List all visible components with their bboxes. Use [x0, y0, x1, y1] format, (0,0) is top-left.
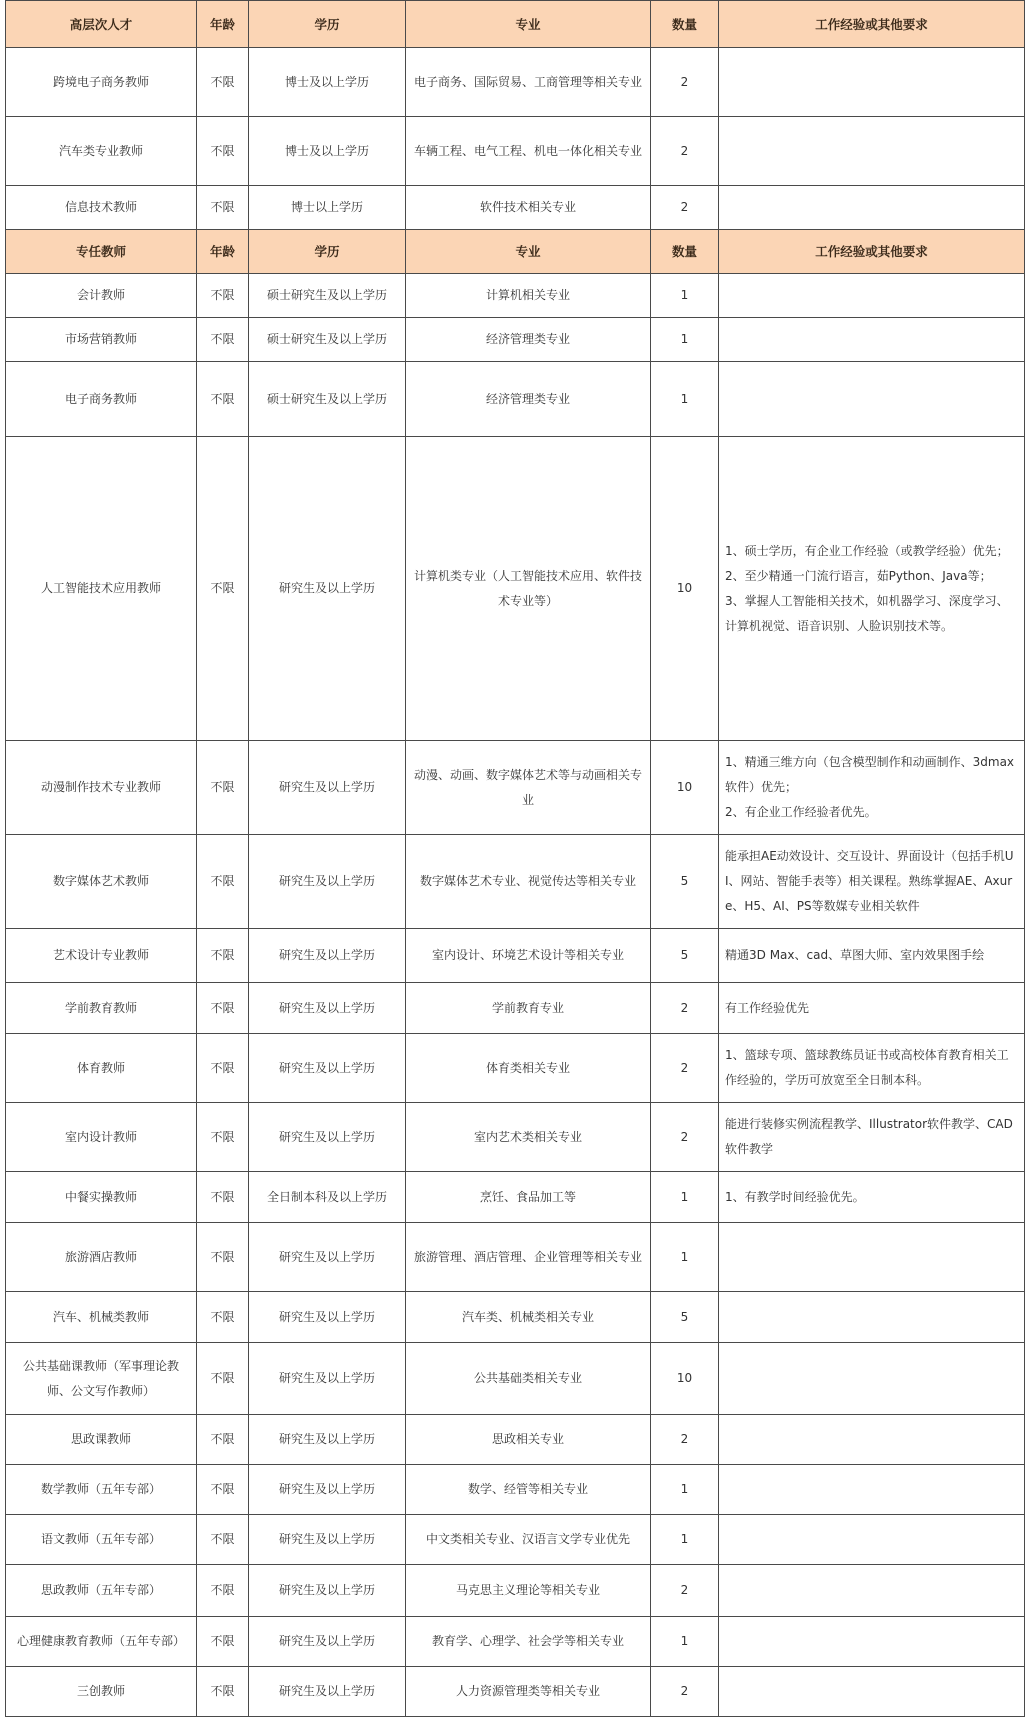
position-cell: 数字媒体艺术教师: [6, 835, 197, 929]
age-cell: 不限: [197, 274, 249, 318]
age-cell: 不限: [197, 1667, 249, 1717]
age-cell: 不限: [197, 1292, 249, 1343]
table-row: [6, 1034, 1025, 1103]
count-cell: 5: [651, 835, 719, 929]
count-cell: 1: [651, 274, 719, 318]
column-header-count: 数量: [651, 1, 719, 48]
table-header-row: [6, 1, 1025, 48]
table-body: [6, 1, 1025, 1717]
position-cell: 数学教师（五年专部）: [6, 1465, 197, 1515]
requirement-line: 精通3D Max、cad、草图大师、室内效果图手绘: [725, 948, 985, 962]
count-cell: 5: [651, 1292, 719, 1343]
position-cell: 电子商务教师: [6, 362, 197, 437]
table-row: [6, 48, 1025, 117]
table-row: [6, 741, 1025, 835]
education-cell: 研究生及以上学历: [249, 1034, 406, 1103]
education-cell: 博士及以上学历: [249, 117, 406, 186]
major-cell: 经济管理类专业: [406, 318, 651, 362]
age-cell: 不限: [197, 741, 249, 835]
position-cell: 汽车类专业教师: [6, 117, 197, 186]
requirement-line: 1、篮球专项、篮球教练员证书或高校体育教育相关工作经验的，学历可放宽至全日制本科。: [725, 1048, 1009, 1087]
major-cell: 计算机相关专业: [406, 274, 651, 318]
position-cell: 学前教育教师: [6, 983, 197, 1034]
requirements-cell: [719, 835, 1025, 929]
major-cell: 马克思主义理论等相关专业: [406, 1565, 651, 1617]
education-cell: 研究生及以上学历: [249, 1617, 406, 1667]
requirements-cell: [719, 983, 1025, 1034]
column-header-major: 专业: [406, 230, 651, 274]
age-cell: 不限: [197, 983, 249, 1034]
major-cell: 电子商务、国际贸易、工商管理等相关专业: [406, 48, 651, 117]
major-cell: 体育类相关专业: [406, 1034, 651, 1103]
requirements-cell: [719, 274, 1025, 318]
requirements-cell: [719, 1565, 1025, 1617]
major-cell: 室内设计、环境艺术设计等相关专业: [406, 929, 651, 983]
table-row: [6, 835, 1025, 929]
requirements-cell: [719, 1415, 1025, 1465]
age-cell: 不限: [197, 1223, 249, 1292]
major-cell: 数字媒体艺术专业、视觉传达等相关专业: [406, 835, 651, 929]
position-cell: 室内设计教师: [6, 1103, 197, 1172]
position-cell: 跨境电子商务教师: [6, 48, 197, 117]
table-row: [6, 1465, 1025, 1515]
requirement-line: 3、掌握人工智能相关技术，如机器学习、深度学习、计算机视觉、语音识别、人脸识别技术等。: [725, 593, 1009, 633]
table-row: [6, 929, 1025, 983]
requirements-cell: [719, 1515, 1025, 1565]
requirements-cell: [719, 1292, 1025, 1343]
section-header-label: 高层次人才: [6, 1, 197, 48]
education-cell: 研究生及以上学历: [249, 741, 406, 835]
age-cell: 不限: [197, 1415, 249, 1465]
position-cell: 思政课教师: [6, 1415, 197, 1465]
requirements-cell: [719, 362, 1025, 437]
requirements-cell: [719, 1343, 1025, 1415]
table-row: [6, 1343, 1025, 1415]
count-cell: 2: [651, 117, 719, 186]
age-cell: 不限: [197, 1343, 249, 1415]
count-cell: 10: [651, 741, 719, 835]
column-header-education: 学历: [249, 230, 406, 274]
education-cell: 研究生及以上学历: [249, 1515, 406, 1565]
education-cell: 博士及以上学历: [249, 48, 406, 117]
education-cell: 研究生及以上学历: [249, 1667, 406, 1717]
table-row: [6, 1515, 1025, 1565]
requirements-cell: [719, 929, 1025, 983]
column-header-requirements: 工作经验或其他要求: [719, 230, 1025, 274]
table-row: [6, 362, 1025, 437]
major-cell: 汽车类、机械类相关专业: [406, 1292, 651, 1343]
major-cell: 计算机类专业（人工智能技术应用、软件技术专业等）: [406, 437, 651, 741]
column-header-count: 数量: [651, 230, 719, 274]
education-cell: 博士以上学历: [249, 186, 406, 230]
position-cell: 公共基础课教师（军事理论教师、公文写作教师）: [6, 1343, 197, 1415]
count-cell: 1: [651, 1515, 719, 1565]
recruitment-table: [5, 0, 1025, 1717]
requirements-cell: [719, 741, 1025, 835]
major-cell: 室内艺术类相关专业: [406, 1103, 651, 1172]
table-row: [6, 186, 1025, 230]
education-cell: 研究生及以上学历: [249, 437, 406, 741]
age-cell: 不限: [197, 1172, 249, 1223]
column-header-education: 学历: [249, 1, 406, 48]
requirement-line: 能进行装修实例流程教学、Illustrator软件教学、CAD软件教学: [725, 1117, 1013, 1156]
age-cell: 不限: [197, 835, 249, 929]
education-cell: 研究生及以上学历: [249, 835, 406, 929]
position-cell: 人工智能技术应用教师: [6, 437, 197, 741]
count-cell: 2: [651, 1565, 719, 1617]
requirements-cell: [719, 1103, 1025, 1172]
major-cell: 旅游管理、酒店管理、企业管理等相关专业: [406, 1223, 651, 1292]
education-cell: 研究生及以上学历: [249, 1415, 406, 1465]
age-cell: 不限: [197, 1465, 249, 1515]
count-cell: 1: [651, 1223, 719, 1292]
count-cell: 1: [651, 1617, 719, 1667]
education-cell: 研究生及以上学历: [249, 929, 406, 983]
age-cell: 不限: [197, 117, 249, 186]
age-cell: 不限: [197, 1515, 249, 1565]
table-row: [6, 983, 1025, 1034]
position-cell: 市场营销教师: [6, 318, 197, 362]
requirement-line: 能承担AE动效设计、交互设计、界面设计（包括手机UI、网站、智能手表等）相关课程。熟练掌握AE、Axure、H5、AI、PS等数媒专业相关软件: [725, 849, 1014, 913]
column-header-major: 专业: [406, 1, 651, 48]
count-cell: 1: [651, 1465, 719, 1515]
education-cell: 研究生及以上学历: [249, 1465, 406, 1515]
requirement-line: 2、至少精通一门流行语言，茹Python、Java等；: [725, 568, 992, 583]
education-cell: 研究生及以上学历: [249, 1565, 406, 1617]
education-cell: 研究生及以上学历: [249, 983, 406, 1034]
education-cell: 硕士研究生及以上学历: [249, 362, 406, 437]
education-cell: 研究生及以上学历: [249, 1103, 406, 1172]
requirements-cell: [719, 117, 1025, 186]
count-cell: 10: [651, 437, 719, 741]
requirements-cell: [719, 186, 1025, 230]
count-cell: 2: [651, 48, 719, 117]
position-cell: 体育教师: [6, 1034, 197, 1103]
position-cell: 信息技术教师: [6, 186, 197, 230]
major-cell: 动漫、动画、数字媒体艺术等与动画相关专业: [406, 741, 651, 835]
table-header-row: [6, 230, 1025, 274]
education-cell: 硕士研究生及以上学历: [249, 274, 406, 318]
major-cell: 思政相关专业: [406, 1415, 651, 1465]
position-cell: 会计教师: [6, 274, 197, 318]
major-cell: 经济管理类专业: [406, 362, 651, 437]
requirement-line: 有工作经验优先: [725, 1000, 810, 1015]
count-cell: 2: [651, 1415, 719, 1465]
column-header-requirements: 工作经验或其他要求: [719, 1, 1025, 48]
table-row: [6, 1617, 1025, 1667]
education-cell: 研究生及以上学历: [249, 1223, 406, 1292]
age-cell: 不限: [197, 1103, 249, 1172]
major-cell: 教育学、心理学、社会学等相关专业: [406, 1617, 651, 1667]
requirement-line: 1、有教学时间经验优先。: [725, 1189, 865, 1204]
requirements-cell: [719, 1223, 1025, 1292]
position-cell: 心理健康教育教师（五年专部）: [6, 1617, 197, 1667]
major-cell: 软件技术相关专业: [406, 186, 651, 230]
age-cell: 不限: [197, 1034, 249, 1103]
count-cell: 1: [651, 1172, 719, 1223]
table-row: [6, 318, 1025, 362]
requirements-cell: [719, 1667, 1025, 1717]
major-cell: 烹饪、食品加工等: [406, 1172, 651, 1223]
position-cell: 旅游酒店教师: [6, 1223, 197, 1292]
major-cell: 中文类相关专业、汉语言文学专业优先: [406, 1515, 651, 1565]
major-cell: 学前教育专业: [406, 983, 651, 1034]
count-cell: 1: [651, 318, 719, 362]
age-cell: 不限: [197, 1617, 249, 1667]
position-cell: 语文教师（五年专部）: [6, 1515, 197, 1565]
requirements-cell: [719, 1465, 1025, 1515]
table-row: [6, 1292, 1025, 1343]
count-cell: 2: [651, 983, 719, 1034]
position-cell: 三创教师: [6, 1667, 197, 1717]
age-cell: 不限: [197, 1565, 249, 1617]
table-row: [6, 274, 1025, 318]
table-row: [6, 1103, 1025, 1172]
table-row: [6, 1415, 1025, 1465]
count-cell: 10: [651, 1343, 719, 1415]
table-row: [6, 1172, 1025, 1223]
count-cell: 2: [651, 186, 719, 230]
major-cell: 数学、经管等相关专业: [406, 1465, 651, 1515]
position-cell: 汽车、机械类教师: [6, 1292, 197, 1343]
age-cell: 不限: [197, 929, 249, 983]
recruitment-table-container: [5, 0, 1024, 1717]
age-cell: 不限: [197, 318, 249, 362]
education-cell: 全日制本科及以上学历: [249, 1172, 406, 1223]
table-row: [6, 117, 1025, 186]
education-cell: 研究生及以上学历: [249, 1343, 406, 1415]
requirements-cell: [719, 48, 1025, 117]
count-cell: 2: [651, 1103, 719, 1172]
position-cell: 艺术设计专业教师: [6, 929, 197, 983]
major-cell: 人力资源管理类等相关专业: [406, 1667, 651, 1717]
requirement-line: 2、有企业工作经验者优先。: [725, 805, 877, 819]
count-cell: 1: [651, 362, 719, 437]
major-cell: 公共基础类相关专业: [406, 1343, 651, 1415]
requirements-cell: [719, 1617, 1025, 1667]
position-cell: 动漫制作技术专业教师: [6, 741, 197, 835]
major-cell: 车辆工程、电气工程、机电一体化相关专业: [406, 117, 651, 186]
table-row: [6, 437, 1025, 741]
age-cell: 不限: [197, 437, 249, 741]
age-cell: 不限: [197, 48, 249, 117]
requirements-cell: [719, 318, 1025, 362]
age-cell: 不限: [197, 186, 249, 230]
education-cell: 研究生及以上学历: [249, 1292, 406, 1343]
count-cell: 2: [651, 1667, 719, 1717]
requirements-cell: [719, 1034, 1025, 1103]
education-cell: 硕士研究生及以上学历: [249, 318, 406, 362]
requirements-cell: [719, 437, 1025, 741]
section-header-label: 专任教师: [6, 230, 197, 274]
table-row: [6, 1667, 1025, 1717]
age-cell: 不限: [197, 362, 249, 437]
requirement-line: 1、精通三维方向（包含模型制作和动画制作、3dmax软件）优先；: [725, 755, 1015, 794]
table-row: [6, 1223, 1025, 1292]
count-cell: 2: [651, 1034, 719, 1103]
requirement-line: 1、硕士学历，有企业工作经验（或教学经验）优先；: [725, 543, 1009, 558]
column-header-age: 年龄: [197, 230, 249, 274]
position-cell: 中餐实操教师: [6, 1172, 197, 1223]
position-cell: 思政教师（五年专部）: [6, 1565, 197, 1617]
requirements-cell: [719, 1172, 1025, 1223]
table-row: [6, 1565, 1025, 1617]
column-header-age: 年龄: [197, 1, 249, 48]
count-cell: 5: [651, 929, 719, 983]
